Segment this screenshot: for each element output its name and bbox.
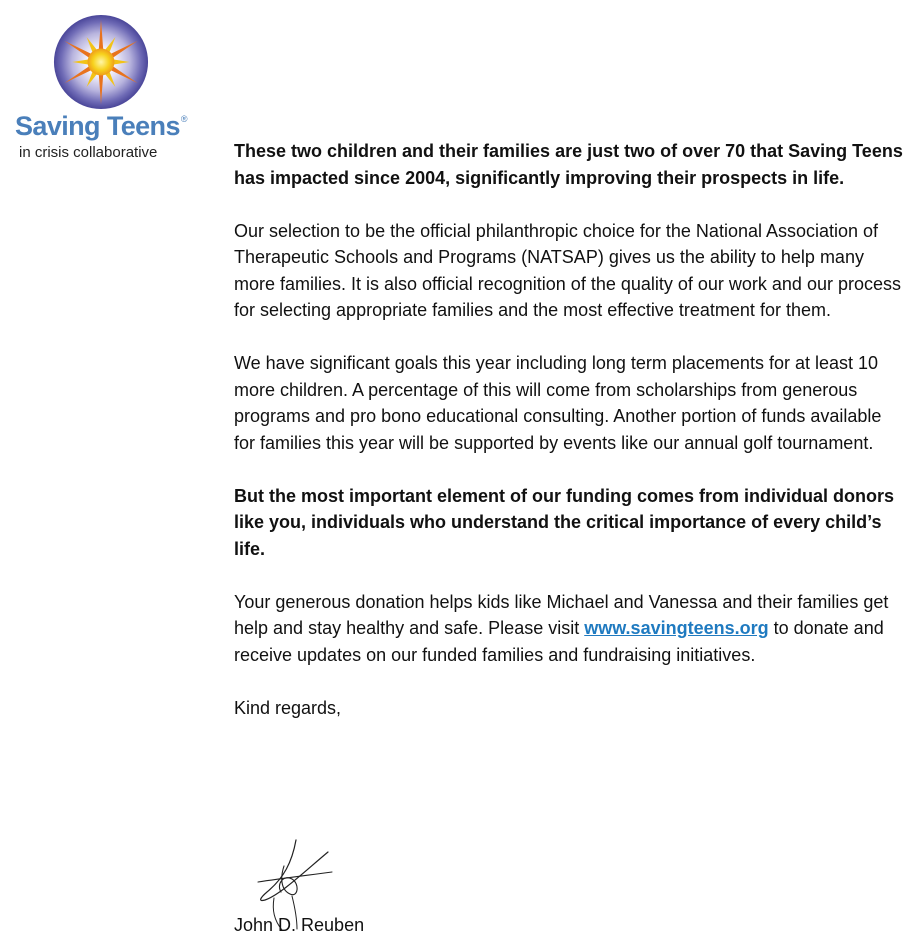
website-link[interactable]: www.savingteens.org (584, 618, 769, 638)
letter-body (234, 138, 904, 748)
signer-name: John D. Reuben (234, 915, 365, 935)
donors-paragraph: But the most important element of our funding comes from individual donors like you, individuals who understand the critical importance of every child’s life. (234, 485, 895, 559)
logo-tagline: in crisis collaborative (19, 144, 158, 161)
logo-wordmark: Saving Teens® (15, 111, 187, 141)
sun-starburst-icon (53, 14, 149, 110)
donation-paragraph: Your generous donation helps kids like Michael and Vanessa and their families get help and stay healthy and safe. Please visit www.savingteens.org to donate and receive updates on our funded families and fundraising initiatives. (234, 591, 889, 665)
intro-paragraph: These two children and their families are just two of over 70 that Saving Teens has impacted since 2004, significantly improving their prospects in life. (234, 141, 903, 188)
closing-line: Kind regards, (234, 697, 342, 718)
natsap-paragraph: Our selection to be the official philanthropic choice for the National Association of Therapeutic Schools and Programs (NATSAP) gives us the ability to help many more families. It is also official recognition of the quality of our work and our process for selecting appropriate families and the most effective treatment for them. (234, 220, 901, 320)
saving-teens-logo (8, 8, 198, 168)
goals-paragraph: We have significant goals this year including long term placements for at least 10 more children. A percentage of this will come from scholarships from generous programs and pro bono educational consulting. Another portion of funds available for families this year will be supported by events like our annual golf tournament. (234, 353, 882, 453)
registered-mark: ® (180, 114, 187, 124)
